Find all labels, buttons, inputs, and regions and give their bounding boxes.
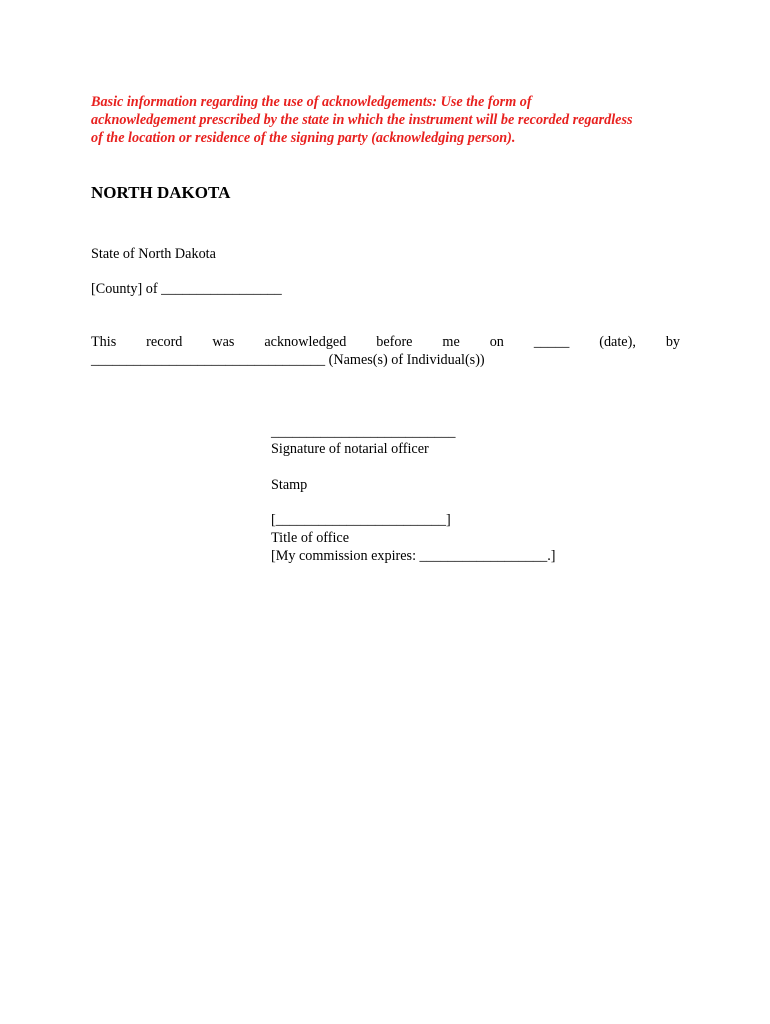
signature-line: __________________________ — [271, 424, 456, 440]
venue-state: State of North Dakota — [91, 246, 216, 262]
venue-county: [County] of _________________ — [91, 281, 282, 297]
date-blank: _____ — [533, 334, 570, 350]
commission-expiration: [My commission expires: __________________.] — [271, 548, 556, 564]
ack-word: acknowledged — [264, 334, 347, 350]
ack-word: record — [146, 334, 183, 350]
ack-word: by — [665, 334, 680, 350]
ack-word: me — [442, 334, 460, 350]
usage-instructions — [91, 93, 691, 147]
ack-word: (date), — [599, 334, 636, 350]
stamp-label: Stamp — [271, 477, 308, 493]
state-heading: NORTH DAKOTA — [91, 183, 231, 202]
title-of-office-line: [________________________] — [271, 512, 451, 528]
acknowledgment-statement-line-2: _________________________________ (Names(s) of Individual(s)) — [91, 352, 485, 368]
signature-label: Signature of notarial officer — [271, 441, 429, 457]
acknowledgment-statement-line-1 — [91, 333, 680, 351]
usage-instructions-line-2: acknowledgement prescribed by the state in which the instrument will be recorded regardless — [91, 112, 633, 128]
usage-instructions-line-1: Basic information regarding the use of acknowledgements: Use the form of — [91, 94, 532, 110]
title-of-office-label: Title of office — [271, 530, 350, 546]
ack-word: This — [91, 334, 117, 350]
ack-word: was — [212, 334, 235, 350]
ack-word: on — [489, 334, 504, 350]
ack-word: before — [376, 334, 413, 350]
usage-instructions-line-3: of the location or residence of the signing party (acknowledging person). — [91, 130, 516, 146]
